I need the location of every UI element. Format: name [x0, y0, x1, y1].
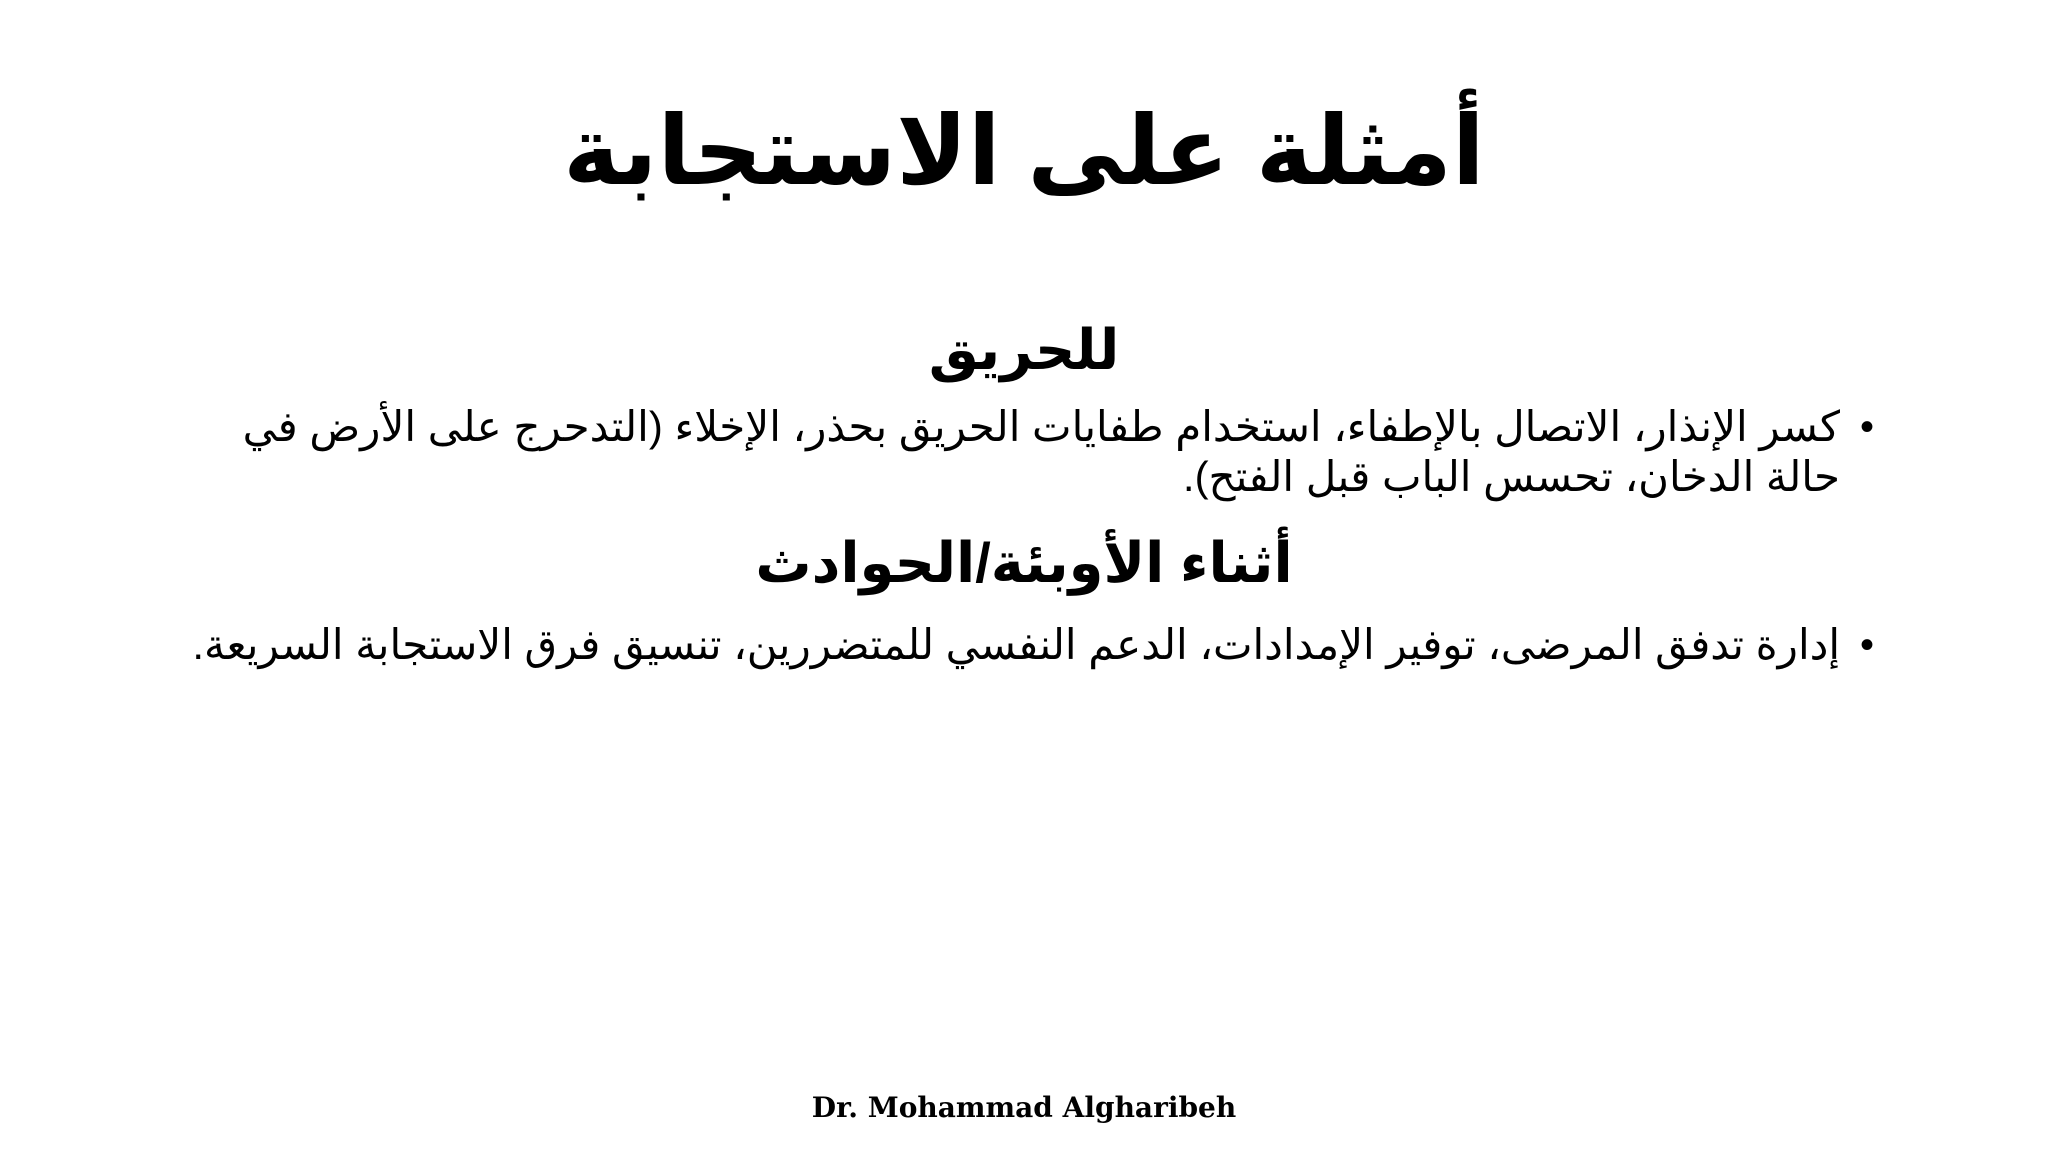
- bullet-point-icon: •: [1859, 405, 1874, 449]
- bullet-point-icon: •: [1859, 623, 1874, 667]
- bullet-text-fire: كسر الإنذار، الاتصال بالإطفاء، استخدام طفايات الحريق بحذر، الإخلاء (التدحرج على الأرض في حالة الدخان، تحسس الباب قبل الفتح).: [242, 403, 1840, 500]
- bullet-item-epidemics: [170, 620, 1874, 670]
- bullet-item-fire: [170, 402, 1874, 502]
- bullet-text-epidemics: إدارة تدفق المرضى، توفير الإمدادات، الدعم النفسي للمتضررين، تنسيق فرق الاستجابة السريعة.: [192, 621, 1840, 668]
- slide-title: أمثلة على الاستجابة: [563, 98, 1485, 205]
- section-heading-fire: للحريق: [928, 318, 1120, 381]
- section-heading-epidemics: أثناء الأوبئة/الحوادث: [755, 531, 1293, 594]
- footer-author: Dr. Mohammad Algharibeh: [811, 1091, 1237, 1124]
